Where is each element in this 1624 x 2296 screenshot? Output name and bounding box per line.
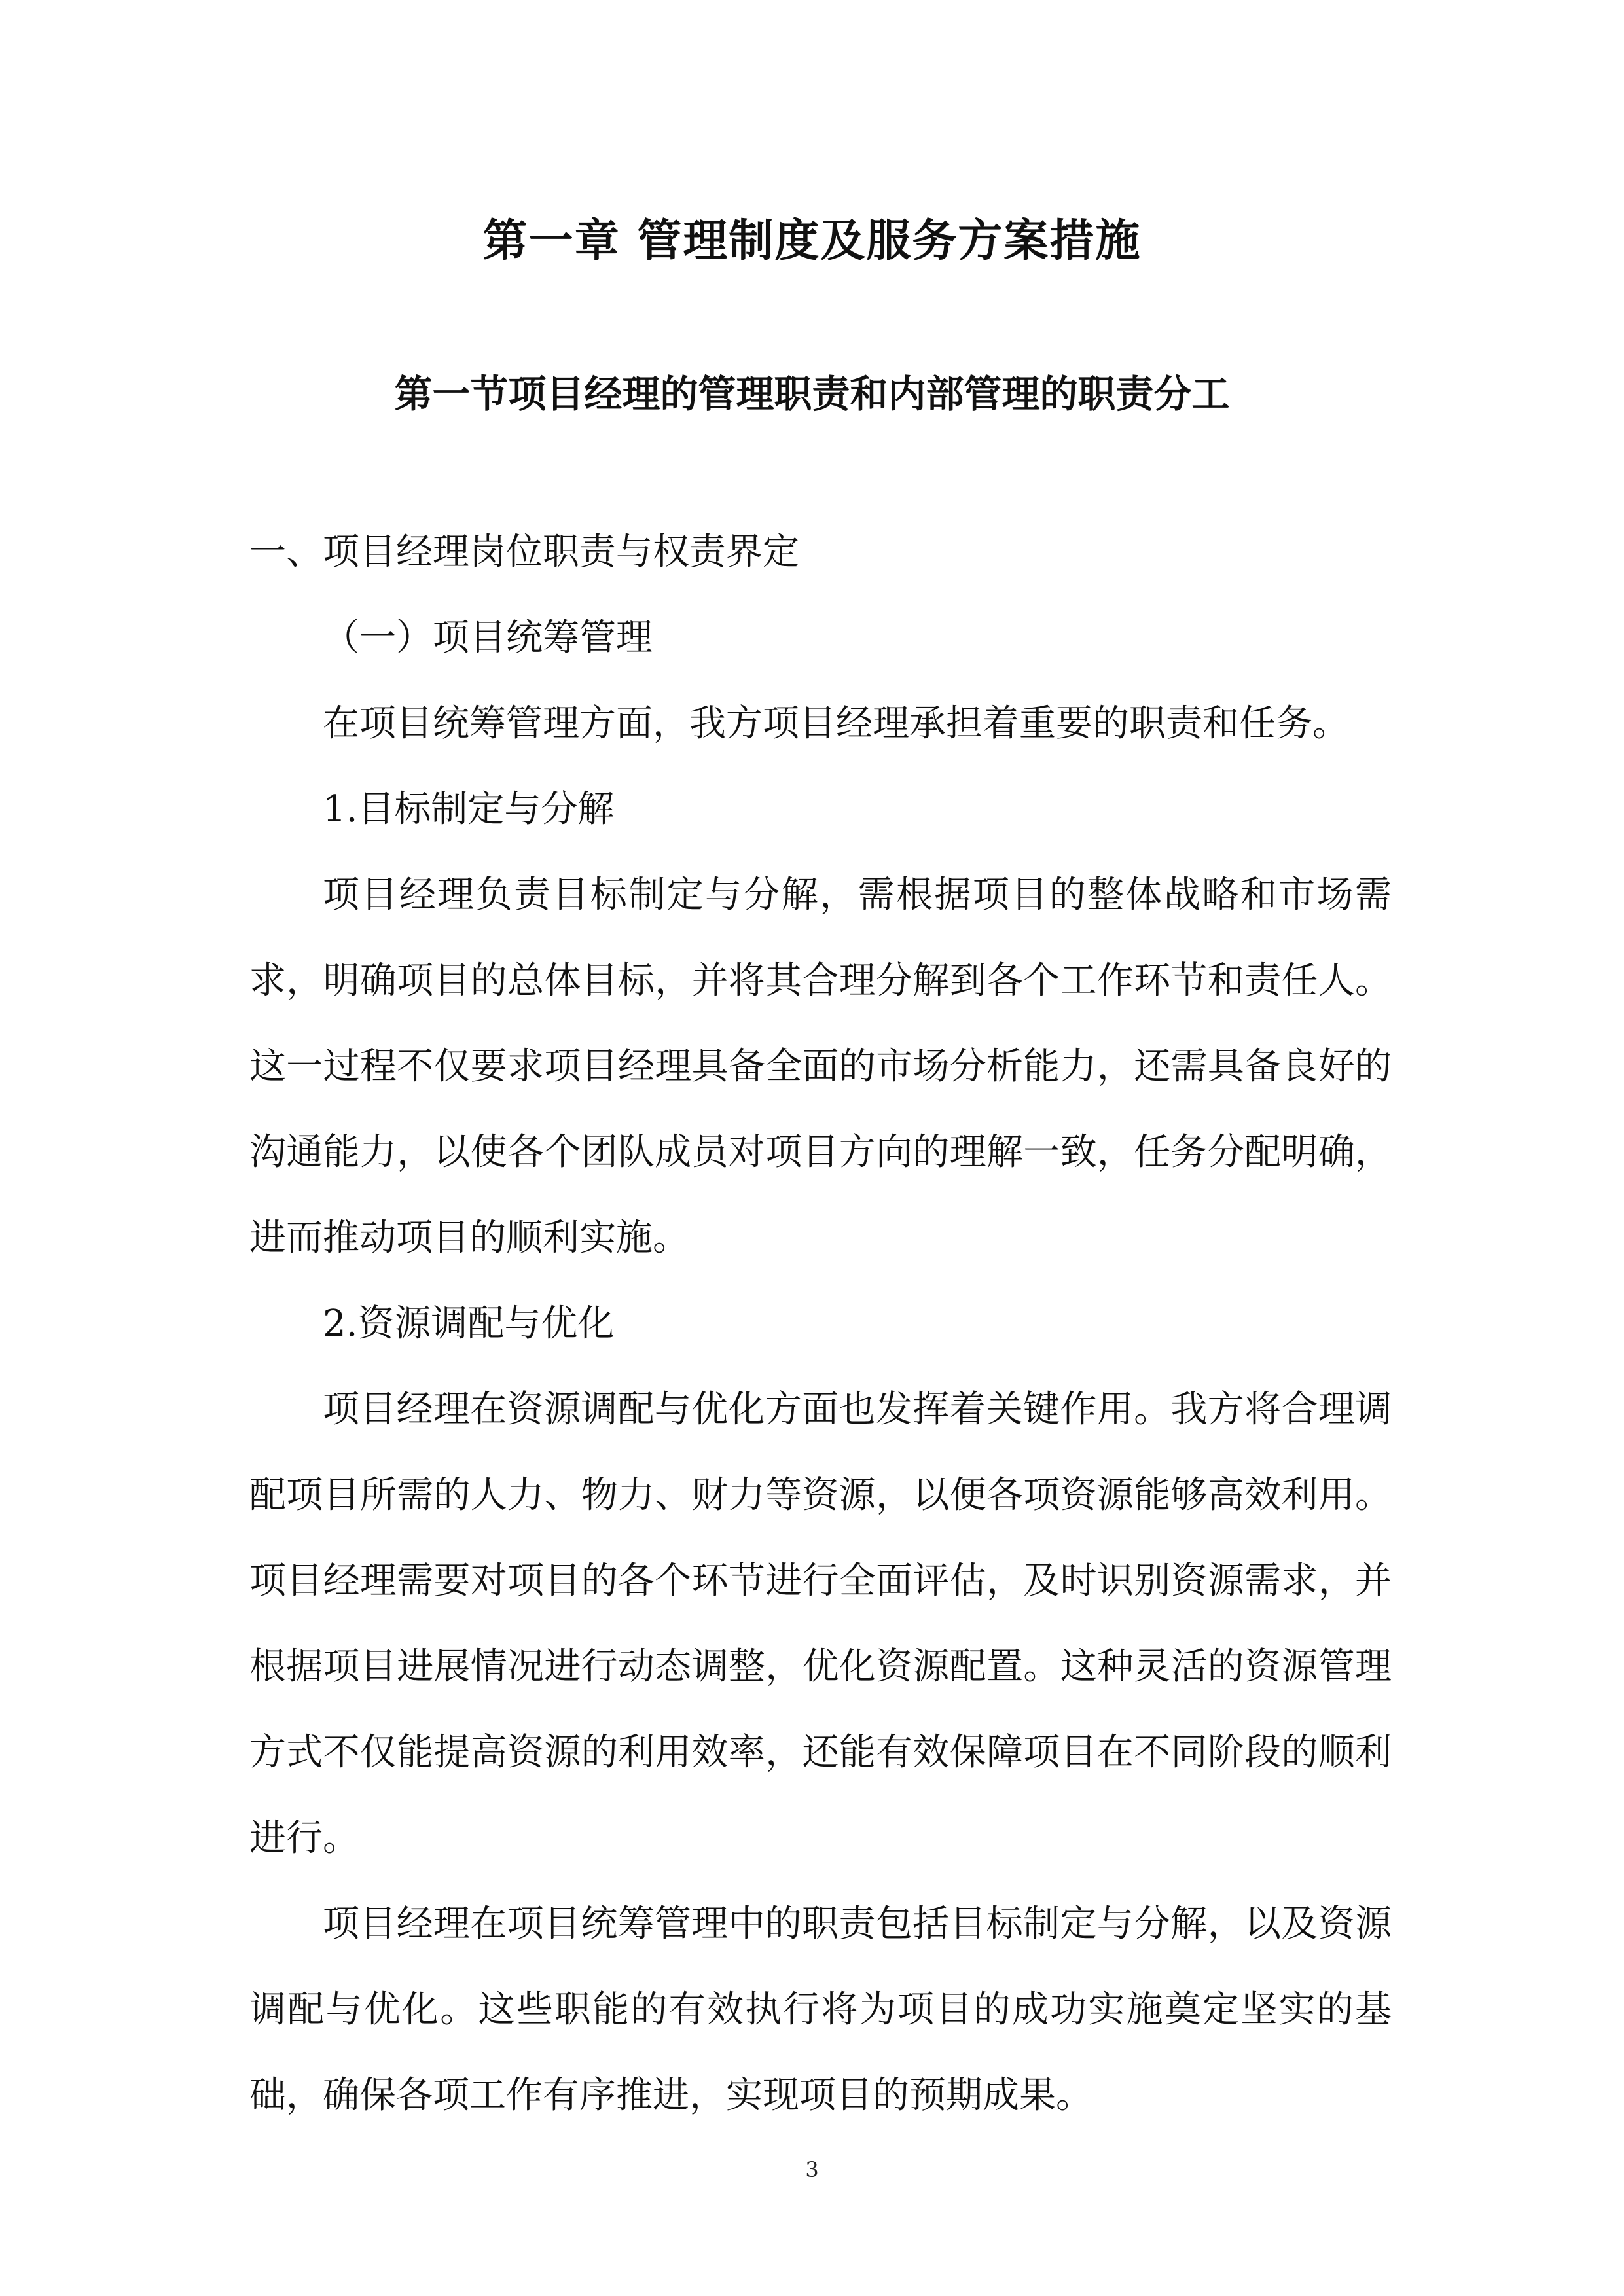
item-2-paragraph: 项目经理在资源调配与优化方面也发挥着关键作用。我方将合理调配项目所需的人力、物力、财力等资源，以便各项资源能够高效利用。项目经理需要对项目的各个环节进行全面评估，及时识别资源需求，并根据项目进展情况进行动态调整，优化资源配置。这种灵活的资源管理方式不仅能提高资源的利用效率，还能有效保障项目在不同阶段的顺利进行。 — [249, 1388, 1392, 1859]
chapter-title: 第一章 管理制度及服务方案措施 — [482, 215, 1142, 267]
body-text — [249, 509, 1392, 2138]
heading-level-2: （一）项目统筹管理 — [323, 617, 653, 659]
intro-paragraph: 在项目统筹管理方面，我方项目经理承担着重要的职责和任务。 — [323, 702, 1349, 745]
summary-paragraph: 项目经理在项目统筹管理中的职责包括目标制定与分解，以及资源调配与优化。这些职能的有效执行将为项目的成功实施奠定坚实的基础，确保各项工作有序推进，实现项目的预期成果。 — [249, 1903, 1392, 2117]
page-number: 3 — [805, 2157, 819, 2182]
item-2-heading: 2.资源调配与优化 — [323, 1302, 615, 1345]
section-title: 第一节项目经理的管理职责和内部管理的职责分工 — [394, 372, 1230, 416]
heading-level-1: 一、项目经理岗位职责与权责界定 — [249, 531, 799, 573]
item-1-paragraph: 项目经理负责目标制定与分解，需根据项目的整体战略和市场需求，明确项目的总体目标，并将其合理分解到各个工作环节和责任人。这一过程不仅要求项目经理具备全面的市场分析能力，还需具备良好的沟通能力，以使各个团队成员对项目方向的理解一致，任务分配明确，进而推动项目的顺利实施。 — [249, 874, 1392, 1259]
item-1-heading: 1.目标制定与分解 — [323, 788, 615, 831]
